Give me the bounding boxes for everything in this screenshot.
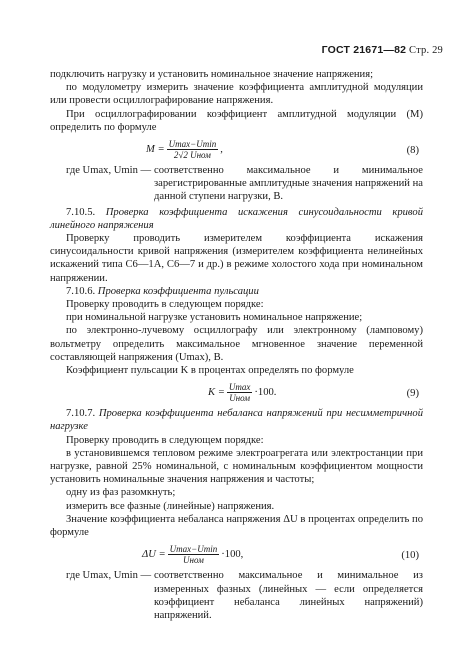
formula-fraction [168, 544, 220, 565]
paragraph: Значение коэффициента небаланса напряжения ΔU в процентах определить по формуле [50, 513, 423, 539]
paragraph: Проверку проводить в следующем порядке: [66, 299, 264, 311]
formula-lhs: K = [208, 387, 225, 399]
section-heading [50, 285, 423, 298]
formula-number: (10) [401, 550, 419, 562]
paragraph: Коэффициент пульсации K в процентах определять по формуле [66, 365, 354, 377]
paragraph: при номинальной нагрузке установить номинальное напряжение; [66, 312, 363, 324]
definition-text: соответственно максимальное и минимальное из измеренных фазных (линейных — если определяется коэффициент небаланса линейных напряжений) напряжений. [154, 570, 423, 621]
section-title: Проверка коэффициента пульсации [97, 285, 259, 297]
formula-8 [50, 134, 423, 164]
fraction-denominator: 2√2 Uном [173, 150, 211, 161]
definition-block [50, 569, 423, 622]
formula-lhs: M = [146, 143, 165, 155]
paragraph: При осциллографировании коэффициент амплитудной модуляции (M) определить по формуле [50, 108, 423, 133]
paragraph: Проверку проводить в следующем порядке: [66, 434, 264, 446]
paragraph: Проверку проводить измерителем коэффициента искажения синусоидальности кривой напряжения (измерителем коэффициента нелинейных искажений типа С6—1А, С6—7 и др.) в режиме холостого хода при номинальном напряжении. [50, 233, 423, 284]
fraction-numerator: Umax [228, 382, 251, 393]
paragraph: подключить нагрузку и установить номинальное значение напряжения; [50, 69, 374, 80]
section-number: 7.10.5. [66, 206, 96, 218]
fraction-denominator: Uном [229, 393, 251, 404]
standard-number: ГОСТ 21671—82 [321, 44, 407, 56]
section-heading [50, 206, 423, 232]
formula-tail: ·100, [221, 549, 244, 561]
formula-fraction [227, 382, 253, 403]
fraction-numerator: Umax−Umin [168, 139, 217, 150]
fraction-denominator: Uном [183, 555, 204, 566]
body-text [50, 68, 423, 622]
fraction-numerator: Umax−Umin [169, 544, 218, 555]
page-number: Стр. 29 [409, 45, 443, 56]
section-title: Проверка коэффициента искажения синусоидальности кривой линейного напряжения [50, 206, 423, 231]
section-title: Проверка коэффициента небаланса напряжений при несимметричной нагрузке [50, 408, 423, 433]
paragraph: по электронно-лучевому осциллографу или электронному (ламповому) вольтметру определить максимальное мгновенное значение переменной составляющей напряжения (Umax), В. [50, 325, 423, 363]
formula-fraction [167, 139, 219, 160]
formula-lhs: ΔU = [142, 549, 166, 561]
section-number: 7.10.7. [66, 408, 96, 420]
formula-number: (9) [406, 388, 419, 400]
definition-symbols: где Umax, Umin — [66, 165, 152, 177]
page-header [322, 44, 443, 57]
definition-block [50, 164, 423, 204]
formula-tail: ·100. [254, 387, 277, 399]
paragraph: одну из фаз разомкнуть; [66, 487, 176, 499]
formula-tail: , [220, 143, 223, 155]
definition-text: соответственно максимальное и минимальное зарегистрированные амплитудные значения напряжений на данной ступени нагрузки, В. [154, 165, 423, 203]
paragraph: по модулометру измерить значение коэффициента амплитудной модуляции или провести осциллографирование напряжения. [50, 82, 423, 107]
formula-number: (8) [406, 145, 419, 157]
formula-10 [50, 539, 423, 569]
definition-symbols: где Umax, Umin — [66, 570, 152, 582]
paragraph: в установившемся тепловом режиме электроагрегата или электростанции при нагрузке, равной 25% номинальной, с номинальным коэффициентом мощности установить номинальные значения напряжения и частоты; [50, 447, 423, 486]
section-heading [50, 407, 423, 433]
formula-9 [50, 377, 423, 407]
section-number: 7.10.6. [66, 285, 96, 297]
paragraph: измерить все фазные (линейные) напряжения. [66, 500, 275, 512]
